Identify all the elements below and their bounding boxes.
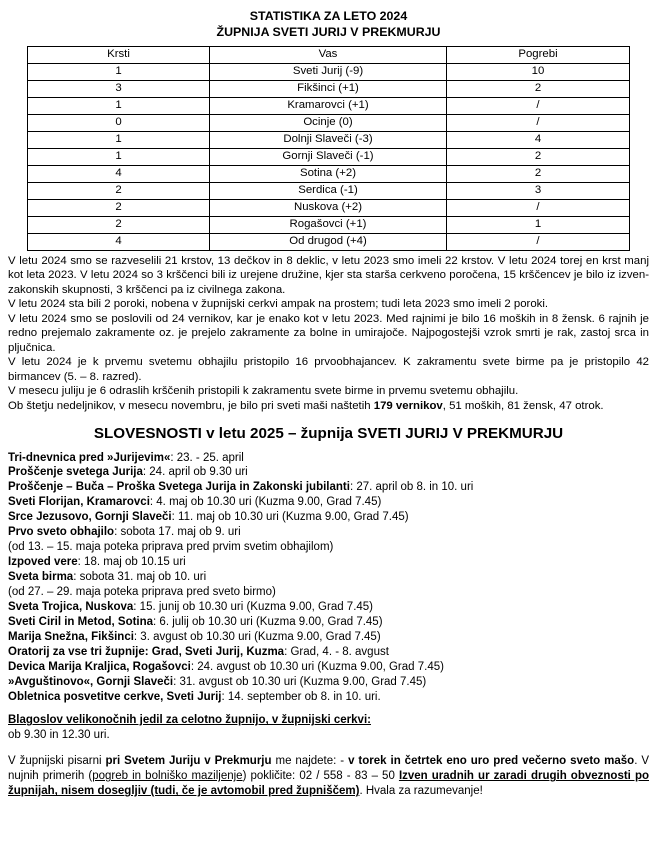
event-name: Srce Jezusovo, Gornji Slaveči: [8, 511, 172, 524]
final-availability-note: Izven uradnih ur zaradi drugih obveznosti po župnijah, nisem dosegljiv (tudi, če je avtomobil pred župniščem): [8, 770, 650, 798]
event-item: [8, 451, 649, 466]
event-name: Prvo sveto obhajilo: [8, 526, 115, 539]
statistics-paragraph: V letu 2024 smo se poslovili od 24 vernikov, kar je enako kot v letu 2023. Med rajnimi je bilo 16 moških in 8 žensk. 6 rajnih je redno prejemalo zakramente oz. je prejelo zakramente za bolne in umirajoče. Najpogostejši vzrok smrti je rak, zastoj srca in pljučnica.: [8, 312, 649, 354]
table-row: [28, 131, 630, 148]
event-item: [8, 600, 649, 615]
attendance-paragraph: [8, 399, 649, 413]
event-item: [8, 525, 649, 540]
table-cell-pogrebi: /: [447, 199, 630, 216]
final-text-4: . Hvala za razumevanje!: [359, 785, 483, 798]
event-name: Proščenje svetega Jurija: [8, 466, 143, 479]
event-name: Sveti Florijan, Kramarovci: [8, 496, 150, 509]
table-cell-vas: Nuskova (+2): [210, 199, 447, 216]
event-item: [8, 480, 649, 495]
table-cell-krsti: 2: [28, 199, 210, 216]
event-item: [8, 675, 649, 690]
table-cell-vas: Gornji Slaveči (-1): [210, 148, 447, 165]
section-title: SLOVESNOSTI v letu 2025 – župnija SVETI JURIJ V PREKMURJU: [93, 425, 564, 443]
event-name: Sveti Ciril in Metod, Sotina: [8, 615, 154, 628]
event-note: [8, 540, 649, 555]
event-detail: : 27. april ob 8. in 10. uri: [349, 481, 474, 494]
event-name: »Avguštinovo«, Gornji Slaveči: [8, 675, 174, 688]
event-detail: (od 27. – 29. maja poteka priprava pred sveto birmo): [8, 585, 276, 598]
attendance-pre: Ob štetju nedeljnikov, v mesecu novembru, je bilo pri sveti maši naštetih: [8, 399, 374, 412]
table-row: [28, 148, 630, 165]
event-item: [8, 465, 649, 480]
blessing-subtitle: ob 9.30 in 12.30 uri.: [8, 729, 110, 742]
event-name: Oratorij za vse tri župnije: Grad, Sveti Jurij, Kuzma: [8, 645, 285, 658]
table-cell-vas: Dolnji Slaveči (-3): [210, 131, 447, 148]
event-item: [8, 645, 649, 660]
table-row: [28, 80, 630, 97]
title-line-2: ŽUPNIJA SVETI JURIJ V PREKMURJU: [216, 25, 441, 40]
table-cell-vas: Sveti Jurij (-9): [210, 63, 447, 80]
table-cell-pogrebi: 4: [447, 131, 630, 148]
event-item: [8, 555, 649, 570]
event-note: [8, 585, 649, 600]
statistics-paragraph: V letu 2024 smo se razveselili 21 krstov, 13 dečkov in 8 deklic, v letu 2023 smo imeli 22 krstov. V letu 2024 torej en krst manj kot leta 2023. V letu 2024 so 3 krščenci bili iz urejene družine, kjer sta starša cerkveno poročena, 15 krščencev je bilo iz izven-zakonskih skupnosti, 3 krščenci pa iz civilnega zakona.: [8, 254, 649, 296]
table-row: [28, 233, 630, 250]
event-detail: : 24. avgust ob 10.30 uri (Kuzma 9.00, Grad 7.45): [190, 660, 444, 673]
event-detail: : 24. april ob 9.30 uri: [142, 466, 248, 479]
table-cell-vas: Ocinje (0): [210, 114, 447, 131]
table-cell-pogrebi: 3: [447, 182, 630, 199]
attendance-post: , 51 moških, 81 žensk, 47 otrok.: [442, 399, 604, 412]
event-detail: (od 13. – 15. maja poteka priprava pred prvim svetim obhajilom): [8, 541, 334, 554]
statistics-paragraph: V mesecu juliju je 6 odraslih krščenih pristopili k zakramentu svete birme in prvemu svetemu obhajilu.: [8, 385, 519, 398]
table-row: [28, 199, 630, 216]
event-detail: : 3. avgust ob 10.30 uri (Kuzma 9.00, Grad 7.45): [133, 630, 381, 643]
document-title: [8, 8, 649, 41]
statistics-paragraph: V letu 2024 sta bili 2 poroki, nobena v župnijski cerkvi ampak na prostem; tudi leta 2023 smo imeli 2 poroki.: [8, 298, 549, 311]
statistics-table: [27, 46, 630, 251]
table-cell-vas: Sotina (+2): [210, 165, 447, 182]
event-detail: : 14. september ob 8. in 10. uri.: [221, 690, 381, 703]
blessing-title: Blagoslov velikonočnih jedil za celotno župnijo, v župnijski cerkvi:: [8, 714, 371, 727]
event-item: [8, 495, 649, 510]
table-cell-pogrebi: /: [447, 114, 630, 131]
table-row: [28, 165, 630, 182]
table-cell-krsti: 3: [28, 80, 210, 97]
table-row: [28, 97, 630, 114]
attendance-count: 179 vernikov: [373, 399, 443, 412]
table-cell-krsti: 0: [28, 114, 210, 131]
event-detail: : sobota 17. maj ob 9. uri: [114, 526, 241, 539]
final-text-2: me najdete: -: [271, 755, 349, 768]
table-cell-vas: Rogašovci (+1): [210, 216, 447, 233]
event-name: Sveta birma: [8, 571, 74, 584]
event-name: Marija Snežna, Fikšinci: [8, 630, 134, 643]
event-name: Devica Marija Kraljica, Rogašovci: [8, 660, 191, 673]
event-detail: : Grad, 4. - 8. avgust: [284, 645, 389, 658]
event-detail: : 15. junij ob 10.30 uri (Kuzma 9.00, Grad 7.45): [133, 600, 374, 613]
event-name: Obletnica posvetitve cerkve, Sveti Jurij: [8, 690, 222, 703]
event-item: [8, 570, 649, 585]
table-header-row: [28, 46, 630, 63]
event-detail: : 4. maj ob 10.30 uri (Kuzma 9.00, Grad 7.45): [149, 496, 382, 509]
event-item: [8, 615, 649, 630]
title-line-1: STATISTIKA ZA LETO 2024: [249, 9, 408, 23]
event-item: [8, 690, 649, 705]
final-hours: v torek in četrtek eno uro pred večerno sveto mašo: [348, 755, 635, 768]
office-hours-paragraph: [8, 754, 649, 799]
table-cell-krsti: 1: [28, 97, 210, 114]
table-row: [28, 63, 630, 80]
event-detail: : 11. maj ob 10.30 uri (Kuzma 9.00, Grad 7.45): [171, 511, 409, 524]
event-detail: : 31. avgust ob 10.30 uri (Kuzma 9.00, Grad 7.45): [173, 675, 427, 688]
statistics-paragraphs: [8, 254, 649, 399]
event-detail: : 6. julij ob 10.30 uri (Kuzma 9.00, Grad 7.45): [153, 615, 383, 628]
event-name: Proščenje – Buča – Proška Svetega Jurija in Zakonski jubilanti: [8, 481, 350, 494]
event-item: [8, 660, 649, 675]
table-cell-krsti: 4: [28, 233, 210, 250]
table-cell-vas: Serdica (-1): [210, 182, 447, 199]
table-cell-pogrebi: /: [447, 97, 630, 114]
table-cell-vas: Od drugod (+4): [210, 233, 447, 250]
event-detail: : 18. maj ob 10.15 uri: [77, 556, 186, 569]
event-name: Sveta Trojica, Nuskova: [8, 600, 134, 613]
table-cell-pogrebi: 2: [447, 80, 630, 97]
event-detail: : 23. - 25. april: [170, 451, 244, 464]
table-cell-pogrebi: 10: [447, 63, 630, 80]
statistics-paragraph: V letu 2024 je k prvemu svetemu obhajilu pristopilo 16 prvoobhajancev. K zakramentu svete birme pa je pristopilo 42 birmancev (5. – 8. razred).: [8, 356, 649, 383]
table-row: [28, 182, 630, 199]
final-urgent-cases: pogreb in bolniško maziljenje: [92, 770, 243, 783]
table-cell-pogrebi: /: [447, 233, 630, 250]
table-cell-pogrebi: 2: [447, 148, 630, 165]
table-cell-krsti: 1: [28, 148, 210, 165]
table-cell-krsti: 4: [28, 165, 210, 182]
final-text-3: . V nujnih primerih (: [8, 755, 650, 783]
event-detail: : sobota 31. maj ob 10. uri: [73, 571, 207, 584]
table-row: [28, 216, 630, 233]
table-row: [28, 114, 630, 131]
table-cell-krsti: 1: [28, 131, 210, 148]
table-cell-krsti: 1: [28, 63, 210, 80]
event-name: Tri-dnevnica pred »Jurijevim«: [8, 451, 171, 464]
table-cell-krsti: 2: [28, 216, 210, 233]
column-header-krsti: Krsti: [28, 46, 210, 63]
event-name: Izpoved vere: [8, 556, 78, 569]
table-cell-krsti: 2: [28, 182, 210, 199]
table-cell-pogrebi: 1: [447, 216, 630, 233]
table-cell-vas: Fikšinci (+1): [210, 80, 447, 97]
final-parish-name: pri Svetem Juriju v Prekmurju: [105, 755, 272, 768]
table-cell-vas: Kramarovci (+1): [210, 97, 447, 114]
event-item: [8, 510, 649, 525]
final-text-1: V župnijski pisarni: [8, 755, 106, 768]
column-header-pogrebi: Pogrebi: [447, 46, 630, 63]
events-list: [8, 451, 649, 705]
final-phone: ) pokličite: 02 / 558 - 83 – 50: [242, 770, 399, 783]
table-cell-pogrebi: 2: [447, 165, 630, 182]
column-header-vas: Vas: [210, 46, 447, 63]
event-item: [8, 630, 649, 645]
